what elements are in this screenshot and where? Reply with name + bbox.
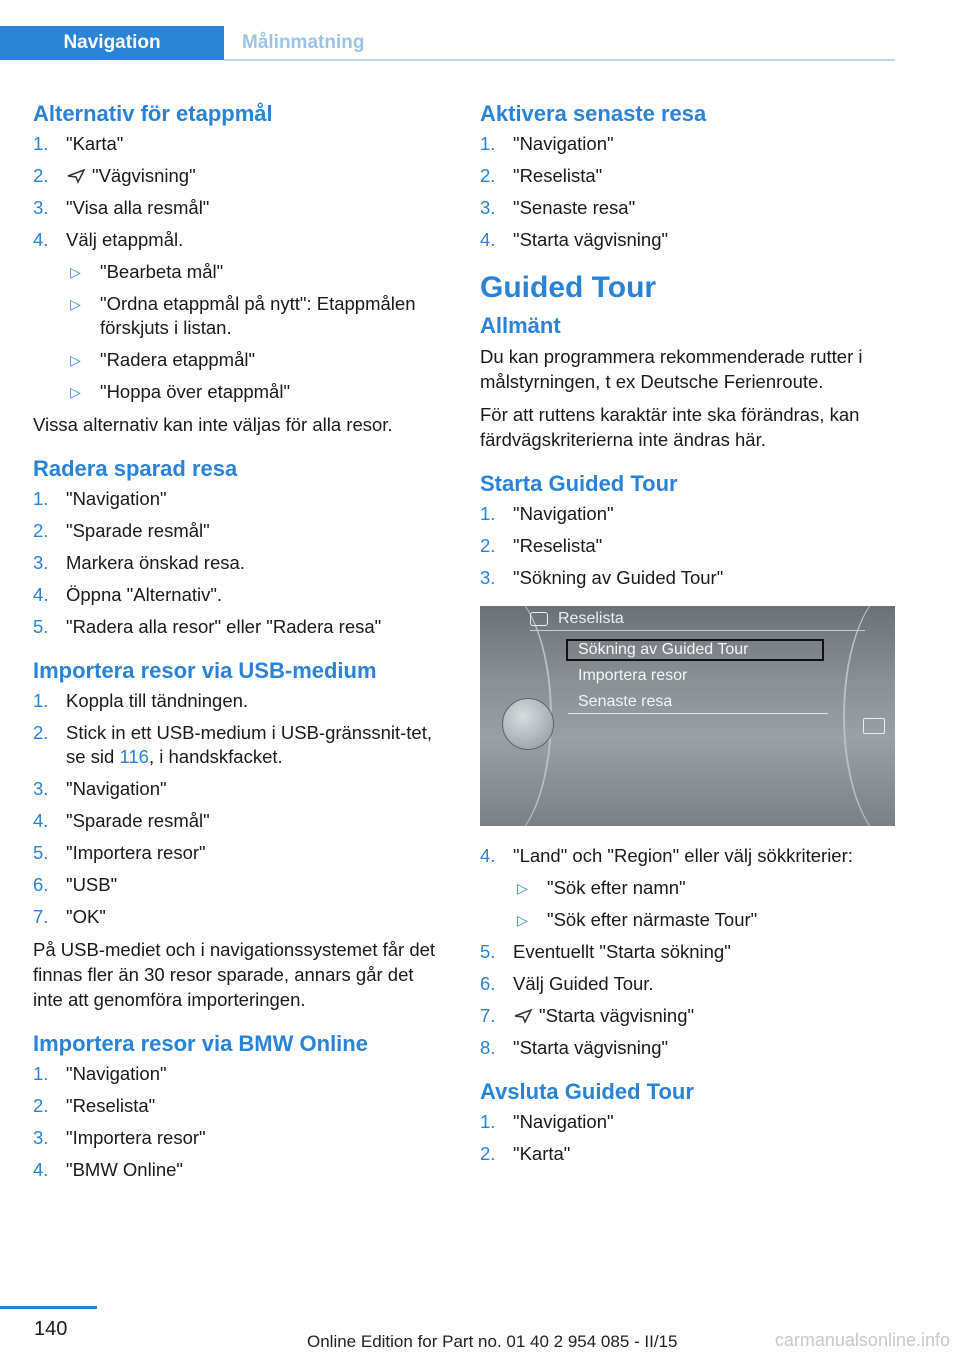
screen-divider [568,713,828,714]
list-item: 1. Koppla till tändningen. [33,690,249,711]
list-item: 1. "Navigation" [33,488,167,509]
section-aktivera [480,100,895,252]
sub-item: ▷ "Hoppa över etappmål" [70,381,291,402]
section-starta-guided [480,470,895,1060]
section-title: Importera resor via BMW Online [33,1031,368,1056]
list-item: 2. "Reselista" [480,165,603,186]
list-item: 2. "Karta" [480,1143,571,1164]
list-item: 4. Välj etappmål. [33,229,184,250]
list-item: 4. Öppna "Alternativ". [33,584,223,605]
list-item: 6. Välj Guided Tour. [480,973,654,994]
footer-rule [0,1306,97,1309]
screen-header: Reselista [530,608,865,631]
section-radera [33,455,448,639]
screen-option[interactable]: Sökning av Guided Tour [578,641,749,658]
idrive-screenshot [480,606,895,826]
section-title: Importera resor via USB-medium [33,658,377,683]
section-title: Allmänt [480,313,561,338]
paragraph: För att ruttens karaktär inte ska förändras, kan färdvägskriterierna inte ändras här. [480,404,860,450]
right-column [480,100,895,1184]
watermark: carmanualsonline.info [774,1330,950,1350]
section-title: Aktivera senaste resa [480,101,707,126]
list-item: 7. "OK" [33,906,106,927]
list-item: 1. "Navigation" [480,1111,614,1132]
list-item: 5. "Radera alla resor" eller "Radera resa" [33,616,382,637]
list-item: 3. "Importera resor" [33,1127,206,1148]
section-avsluta-guided [480,1078,895,1166]
paragraph: Du kan programmera rekommenderade rutter i målstyrningen, t ex Deutsche Ferienroute. [480,346,863,392]
list-item: 2. "Reselista" [480,535,603,556]
page-number: 140 [34,1318,68,1340]
sub-item: ▷ "Ordna etappmål på nytt": Etappmålen förskjuts i listan. [70,293,416,338]
list-item: 4. "Starta vägvisning" [480,229,669,250]
section-title: Alternativ för etappmål [33,101,273,126]
triangle-icon: ▷ [517,912,528,928]
list-item: 2. "Reselista" [33,1095,156,1116]
left-column [33,100,448,1200]
list-item: 3. Markera önskad resa. [33,552,245,573]
list-item: 5. Eventuellt "Starta sökning" [480,941,731,962]
tab-bar [0,26,895,62]
section-title: Radera sparad resa [33,456,238,481]
sub-item: ▷ "Sök efter närmaste Tour" [517,909,758,930]
list-item: 2. "Sparade resmål" [33,520,210,541]
triangle-icon: ▷ [70,296,81,312]
list-item: 8. "Starta vägvisning" [480,1037,669,1058]
list-item: 1. "Navigation" [480,503,614,524]
chapter-title: Guided Tour [480,271,657,304]
list-icon [530,612,548,626]
screen-arc-right [843,606,895,826]
list-item: 1. "Navigation" [480,133,614,154]
navigation-icon [66,168,86,184]
list-item: 2. Stick in ett USB-medium i USB-gränssnit-tet, se sid 116, i handskfacket. [33,722,432,767]
sub-item: ▷ "Sök efter namn" [517,877,686,898]
section-title: Starta Guided Tour [480,471,678,496]
list-item: 1. "Karta" [33,133,124,154]
sub-item: ▷ "Bearbeta mål" [70,261,224,282]
triangle-icon: ▷ [517,880,528,896]
note: Vissa alternativ kan inte väljas för alla resor. [33,414,393,435]
tab-malinmatning[interactable]: Målinmatning [242,32,365,53]
section-importera-online [33,1030,448,1182]
list-item: 3. "Navigation" [33,778,167,799]
navigation-icon [513,1008,533,1024]
triangle-icon: ▷ [70,352,81,368]
list-item: 4. "Land" och "Region" eller välj sökkriterier: [480,845,853,866]
list-item: 3. "Sökning av Guided Tour" [480,567,724,588]
page-link[interactable]: 116 [119,746,149,767]
screen-option[interactable]: Importera resor [578,667,688,684]
list-item: 4. "Sparade resmål" [33,810,210,831]
triangle-icon: ▷ [70,384,81,400]
section-importera-usb [33,657,448,1012]
section-alternativ [33,100,448,437]
tab-navigation[interactable]: Navigation [0,26,224,60]
list-item: 2. "Vägvisning" [33,165,196,186]
list-item: 7. "Starta vägvisning" [480,1005,695,1026]
triangle-icon: ▷ [70,264,81,280]
tab-underline [224,59,895,61]
controller-knob-icon [502,698,554,750]
section-allmant [480,312,895,452]
sub-item: ▷ "Radera etappmål" [70,349,256,370]
list-item: 3. "Senaste resa" [480,197,636,218]
edition-text: Online Edition for Part no. 01 40 2 954 085 - II/15 [307,1332,678,1351]
list-item: 4. "BMW Online" [33,1159,183,1180]
screen-option[interactable]: Senaste resa [578,693,673,710]
list-item: 1. "Navigation" [33,1063,167,1084]
section-title: Avsluta Guided Tour [480,1079,694,1104]
list-item: 5. "Importera resor" [33,842,206,863]
menu-icon [863,718,885,734]
list-item: 3. "Visa alla resmål" [33,197,210,218]
list-item: 6. "USB" [33,874,118,895]
note: På USB-mediet och i navigationssystemet får det finnas fler än 30 resor sparade, annars går det inte att genomföra importeringen. [33,939,436,1010]
